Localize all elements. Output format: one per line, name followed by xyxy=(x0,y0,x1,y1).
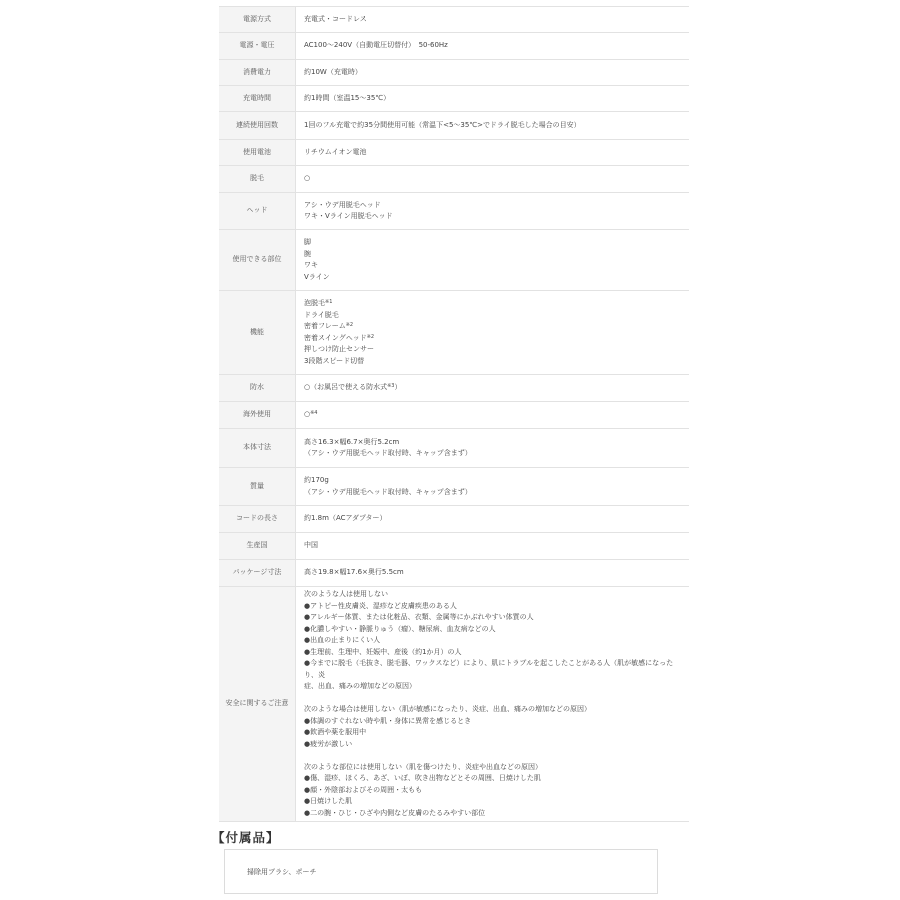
spec-value-line xyxy=(304,147,681,159)
spec-row xyxy=(219,86,689,112)
spec-value-text: 充電式・コードレス xyxy=(304,14,367,23)
spec-value-text: 約1時間（室温15～35℃） xyxy=(304,93,391,102)
spec-label: 消費電力 xyxy=(219,60,296,86)
spec-value xyxy=(296,402,690,429)
spec-row xyxy=(219,140,689,166)
spec-label: 本体寸法 xyxy=(219,429,296,468)
spec-table-body xyxy=(219,7,689,822)
spec-value-line xyxy=(304,475,681,487)
spec-value-text: ●化膿しやすい・静脈りゅう（瘤）、糖尿病、血友病などの人 xyxy=(304,624,496,633)
spec-value-line xyxy=(304,211,681,223)
spec-value-text: ○ xyxy=(304,410,311,419)
spec-value-text: 次のような人は使用しない xyxy=(304,590,388,598)
spec-value-line xyxy=(304,298,681,310)
spec-label: 電源方式 xyxy=(219,7,296,33)
spec-value-text: 泡脱毛 xyxy=(304,299,325,307)
spec-value-text: 次のような部位には使用しない（肌を傷つけたり、炎症や出血などの原因） xyxy=(304,762,542,771)
spec-value xyxy=(296,375,690,402)
spec-value xyxy=(296,166,690,193)
spec-value-line xyxy=(304,272,681,284)
spec-value-line xyxy=(304,739,681,751)
spec-value-text: 約10W（充電時） xyxy=(304,67,362,76)
spec-value-text: ●疲労が激しい xyxy=(304,739,353,748)
spec-value xyxy=(296,112,690,140)
spec-value xyxy=(296,468,690,506)
spec-value-line xyxy=(304,540,681,552)
spec-value-text: 約170g xyxy=(304,476,329,484)
spec-row xyxy=(219,375,689,402)
spec-value-text: ●二の腕・ひじ・ひざや内側など皮膚のたるみやすい部位 xyxy=(304,808,486,817)
spec-value-line xyxy=(304,658,681,681)
spec-value-text: （アシ・ウデ用脱毛ヘッド取付時、キャップ含まず） xyxy=(304,449,472,457)
spec-value-text: ●体調のすぐれない時や肌・身体に異常を感じるとき xyxy=(304,716,472,725)
spec-value-text: ○ xyxy=(304,174,311,183)
spec-value-text: 症、出血、痛みの増加などの原因） xyxy=(304,682,416,690)
spec-value-line xyxy=(304,624,681,636)
spec-value-line xyxy=(304,382,681,394)
accessories-text: 掃除用ブラシ、ポーチ xyxy=(247,868,317,876)
spacer xyxy=(304,693,681,705)
spec-value-line xyxy=(304,448,681,460)
spec-value-line xyxy=(304,321,681,333)
spec-value-text: ワキ xyxy=(304,261,318,269)
spec-value xyxy=(296,7,690,33)
spec-label: 生産国 xyxy=(219,533,296,560)
spec-value-line xyxy=(304,808,681,820)
spec-value-line xyxy=(304,567,681,579)
spec-value-text: 脚 xyxy=(304,238,311,246)
spec-label: 使用電池 xyxy=(219,140,296,166)
spacer xyxy=(304,750,681,762)
spec-value-text: 3段階スピード切替 xyxy=(304,356,365,365)
footnote-mark: ※1 xyxy=(325,299,333,305)
spec-value-text: ●日焼けした肌 xyxy=(304,797,353,805)
footnote-mark: ※4 xyxy=(310,410,318,417)
spec-row xyxy=(219,60,689,86)
spec-value-line xyxy=(304,93,681,105)
spec-value-line xyxy=(304,437,681,449)
spec-label: コードの長さ xyxy=(219,506,296,533)
spec-value xyxy=(296,140,690,166)
spec-value-line xyxy=(304,40,681,52)
spec-value-text: アシ・ウデ用脱毛ヘッド xyxy=(304,200,381,209)
spec-value-text: 密着フレーム xyxy=(304,322,346,330)
spec-value-text: 密着スイングヘッド xyxy=(304,333,367,342)
spec-value-text: 次のような場合は使用しない（肌が敏感になったり、炎症、出血、痛みの増加などの原因） xyxy=(304,705,591,713)
spec-value-text: ●顔・外陰部およびその周囲・太もも xyxy=(304,785,423,794)
spec-row xyxy=(219,291,689,375)
spec-value-text: 高さ19.8×幅17.6×奥行5.5cm xyxy=(304,568,404,577)
spec-value-line xyxy=(304,333,681,345)
spec-value xyxy=(296,291,690,375)
spec-value-text: AC100～240V（自動電圧切替付） 50-60Hz xyxy=(304,41,448,50)
spec-value-line xyxy=(304,260,681,272)
spec-value-text: 腕 xyxy=(304,249,311,258)
spec-value xyxy=(296,60,690,86)
spec-label: 電源・電圧 xyxy=(219,33,296,60)
spec-table xyxy=(219,6,689,822)
spec-value-line xyxy=(304,681,681,693)
spec-value-text: ワキ・Vライン用脱毛ヘッド xyxy=(304,212,393,220)
spec-value xyxy=(296,33,690,60)
spec-value-line xyxy=(304,310,681,322)
footnote-mark: ※2 xyxy=(366,333,375,340)
spec-value-line xyxy=(304,513,681,525)
spec-value-text: ●飲酒や薬を服用中 xyxy=(304,728,367,736)
spec-value-line xyxy=(304,716,681,728)
spec-row xyxy=(219,112,689,140)
spec-value xyxy=(296,560,690,587)
spec-row xyxy=(219,166,689,193)
spec-label: パッケージ寸法 xyxy=(219,560,296,587)
spec-value xyxy=(296,587,690,822)
spec-value-text: （アシ・ウデ用脱毛ヘッド取付時、キャップ含まず） xyxy=(304,487,472,496)
spec-value-line xyxy=(304,249,681,261)
spec-row xyxy=(219,230,689,291)
spec-value xyxy=(296,230,690,291)
spec-value-line xyxy=(304,773,681,785)
spec-row xyxy=(219,560,689,587)
spec-row xyxy=(219,7,689,33)
spec-label: 防水 xyxy=(219,375,296,402)
spec-label: 安全に関するご注意 xyxy=(219,587,296,822)
spec-value-line xyxy=(304,120,681,132)
spec-value-line xyxy=(304,704,681,716)
spec-row xyxy=(219,533,689,560)
accessories-box xyxy=(224,849,658,894)
spec-value xyxy=(296,506,690,533)
spec-value-line xyxy=(304,173,681,185)
spec-value-line xyxy=(304,612,681,624)
spec-label: ヘッド xyxy=(219,193,296,230)
spec-value-suffix: ） xyxy=(394,383,402,392)
spec-value-line xyxy=(304,727,681,739)
spec-label: 使用できる部位 xyxy=(219,230,296,291)
spec-value-text: 中国 xyxy=(304,541,318,550)
spec-value-line xyxy=(304,344,681,356)
spec-value-line xyxy=(304,762,681,774)
spec-value-line xyxy=(304,14,681,26)
spec-label: 海外使用 xyxy=(219,402,296,429)
spec-value xyxy=(296,429,690,468)
spec-label: 連続使用回数 xyxy=(219,112,296,140)
spec-value-line xyxy=(304,635,681,647)
spec-value-text: 高さ16.3×幅6.7×奥行5.2cm xyxy=(304,437,400,446)
spec-value-text: ○（お風呂で使える防水式 xyxy=(304,383,388,392)
spec-value-line xyxy=(304,409,681,421)
spec-value-text: ●傷、湿疹、ほくろ、あざ、いぼ、吹き出物などとその周囲、日焼けした肌 xyxy=(304,774,541,782)
spec-value xyxy=(296,533,690,560)
spec-value-text: ●今までに脱毛（毛抜き、脱毛器、ワックスなど）により、肌にトラブルを起こしたことがある人（肌が敏感になったり、炎 xyxy=(304,659,674,679)
footnote-mark: ※3 xyxy=(387,383,395,390)
spec-value-text: ●出血の止まりにくい人 xyxy=(304,636,381,644)
spec-value-text: リチウムイオン電池 xyxy=(304,147,367,156)
accessories-title: 【付属品】 xyxy=(212,830,280,845)
spec-value xyxy=(296,86,690,112)
spec-label: 質量 xyxy=(219,468,296,506)
spec-row xyxy=(219,193,689,230)
spec-value-line xyxy=(304,237,681,249)
spec-label: 充電時間 xyxy=(219,86,296,112)
spec-value-text: ドライ脱毛 xyxy=(304,310,339,319)
spec-label: 機能 xyxy=(219,291,296,375)
spec-value-line xyxy=(304,589,681,601)
spec-value-text: ●アトピー性皮膚炎、湿疹など皮膚疾患のある人 xyxy=(304,601,457,610)
footnote-mark: ※2 xyxy=(345,322,354,328)
spec-label: 脱毛 xyxy=(219,166,296,193)
spec-row xyxy=(219,429,689,468)
spec-row xyxy=(219,468,689,506)
spec-value-text: ●アレルギー体質、または化粧品、衣類、金属等にかぶれやすい体質の人 xyxy=(304,613,534,621)
spec-value-line xyxy=(304,647,681,659)
spec-row xyxy=(219,402,689,429)
spec-row xyxy=(219,587,689,822)
spec-value-line xyxy=(304,601,681,613)
spec-row xyxy=(219,506,689,533)
spec-value-text: ●生理前、生理中、妊娠中、産後（約1か月）の人 xyxy=(304,647,462,656)
spec-value-text: 1回のフル充電で約35分間使用可能（常温下<5～35℃>でドライ脱毛した場合の目安） xyxy=(304,120,581,129)
spec-value-line xyxy=(304,356,681,368)
spec-value-line xyxy=(304,200,681,212)
spec-value-line xyxy=(304,796,681,808)
spec-value xyxy=(296,193,690,230)
spec-value-text: Vライン xyxy=(304,272,330,281)
spec-value-text: 押しつけ防止センサー xyxy=(304,345,374,353)
spec-value-line xyxy=(304,785,681,797)
spec-value-line xyxy=(304,487,681,499)
spec-row xyxy=(219,33,689,60)
spec-value-text: 約1.8m（ACアダプター） xyxy=(304,514,387,523)
spec-value-line xyxy=(304,67,681,79)
